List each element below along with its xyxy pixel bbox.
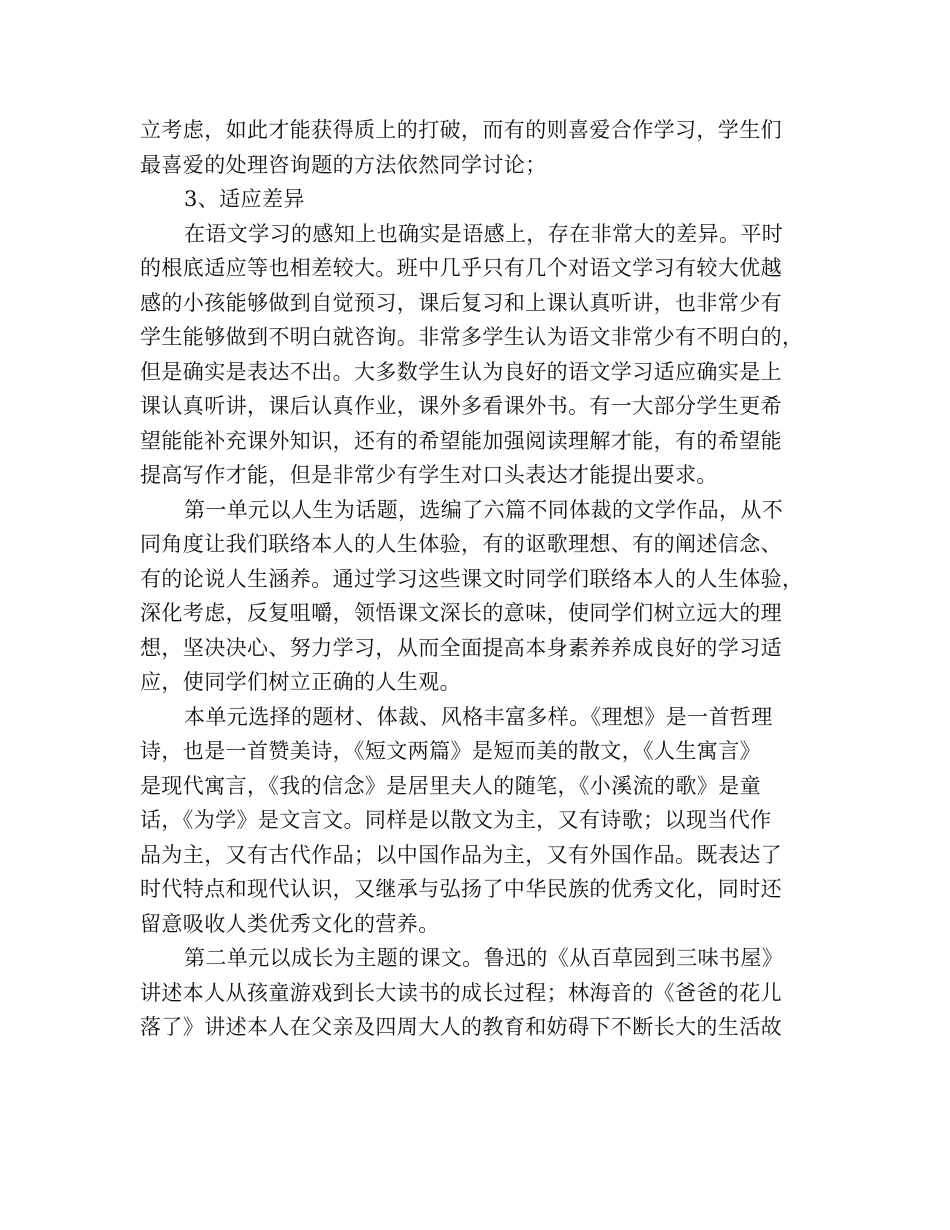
text-line: 第二单元以成长为主题的课文。鲁迅的《从百草园到三味书屋》	[184, 946, 784, 970]
text-line: 课认真听讲，课后认真作业，课外多看课外书。有一大部分学生更希	[140, 394, 782, 418]
text-line: 留意吸收人类优秀文化的营养。	[140, 911, 440, 936]
text-line: 应，使同学们树立正确的人生观。	[140, 670, 461, 694]
text-line: 诗，也是一首赞美诗，《短文两篇》是短而美的散文，《人生寓言》	[140, 739, 761, 763]
text-line: 讲述本人从孩童游戏到长大读书的成长过程；林海音的《爸爸的花儿	[140, 980, 782, 1005]
text-line: 感的小孩能够做到自觉预习，课后复习和上课认真听讲，也非常少有	[140, 290, 782, 315]
text-line: 提高写作才能，但是非常少有学生对口头表达才能提出要求。	[140, 463, 718, 487]
text-line: 话，《为学》是文言文。同样是以散文为主，又有诗歌；以现当代作	[140, 808, 772, 832]
text-line: 是现代寓言，《我的信念》是居里夫人的随笔，《小溪流的歌》是童	[140, 773, 761, 798]
text-line: 深化考虑，反复咀嚼，领悟课文深长的意味，使同学们树立远大的理	[140, 601, 782, 625]
text-line: 在语文学习的感知上也确实是语感上，存在非常大的差异。平时	[184, 221, 784, 246]
text-line: 有的论说人生涵养。通过学习这些课文时同学们联络本人的人生体验，	[140, 566, 804, 591]
text-line: 想，坚决决心、努力学习，从而全面提高本身素养养成良好的学习适	[140, 635, 782, 660]
text-line: 立考虑，如此才能获得质上的打破，而有的则喜爱合作学习，学生们	[140, 118, 782, 142]
text-line: 3、适应差异	[184, 187, 305, 211]
text-line: 同角度让我们联络本人的人生体验，有的讴歌理想、有的阐述信念、	[140, 532, 782, 556]
text-line: 最喜爱的处理咨询题的方法依然同学讨论；	[140, 152, 547, 177]
text-line: 望能能补充课外知识，还有的希望能加强阅读理解才能，有的希望能	[140, 428, 782, 453]
text-line: 学生能够做到不明白就咨询。非常多学生认为语文非常少有不明白的，	[140, 325, 804, 349]
text-line: 本单元选择的题材、体裁、风格丰富多样。《理想》是一首哲理	[184, 704, 773, 729]
text-line: 的根底适应等也相差较大。班中几乎只有几个对语文学习有较大优越	[140, 256, 782, 280]
text-line: 时代特点和现代认识，又继承与弘扬了中华民族的优秀文化，同时还	[140, 877, 782, 901]
text-line: 但是确实是表达不出。大多数学生认为良好的语文学习适应确实是上	[140, 359, 782, 384]
document-body	[140, 113, 820, 1045]
text-line: 第一单元以人生为话题，选编了六篇不同体裁的文学作品，从不	[184, 497, 784, 522]
text-line: 落了》讲述本人在父亲及四周大人的教育和妨碍下不断长大的生活故	[140, 1015, 782, 1039]
text-line: 品为主，又有古代作品；以中国作品为主，又有外国作品。既表达了	[140, 842, 782, 867]
